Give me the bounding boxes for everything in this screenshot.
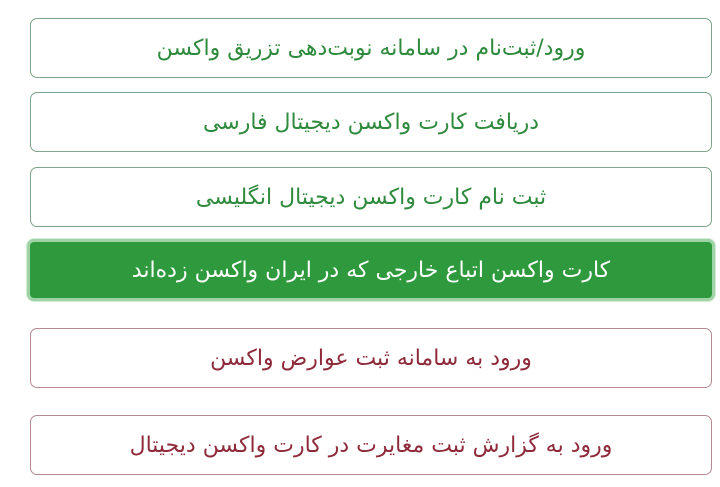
button-label: ورود/ثبت‌نام در سامانه نوبت‌دهی تزریق واکسن: [156, 35, 586, 61]
vaccine-side-effects-login-button[interactable]: [30, 328, 712, 388]
foreign-nationals-vaccine-card-button[interactable]: [27, 239, 715, 301]
button-label: کارت واکسن اتباع خارجی که در ایران واکسن زده‌اند: [131, 257, 611, 283]
english-digital-vaccine-card-button[interactable]: [30, 167, 712, 227]
report-card-discrepancy-button[interactable]: [30, 415, 712, 475]
button-label: ثبت نام کارت واکسن دیجیتال انگلیسی: [195, 184, 547, 210]
button-label: دریافت کارت واکسن دیجیتال فارسی: [202, 109, 540, 135]
persian-digital-vaccine-card-button[interactable]: [30, 92, 712, 152]
button-label: ورود به گزارش ثبت مغایرت در کارت واکسن دیجیتال: [129, 432, 613, 458]
vaccination-appointment-login-button[interactable]: [30, 18, 712, 78]
button-label: ورود به سامانه ثبت عوارض واکسن: [210, 345, 532, 371]
